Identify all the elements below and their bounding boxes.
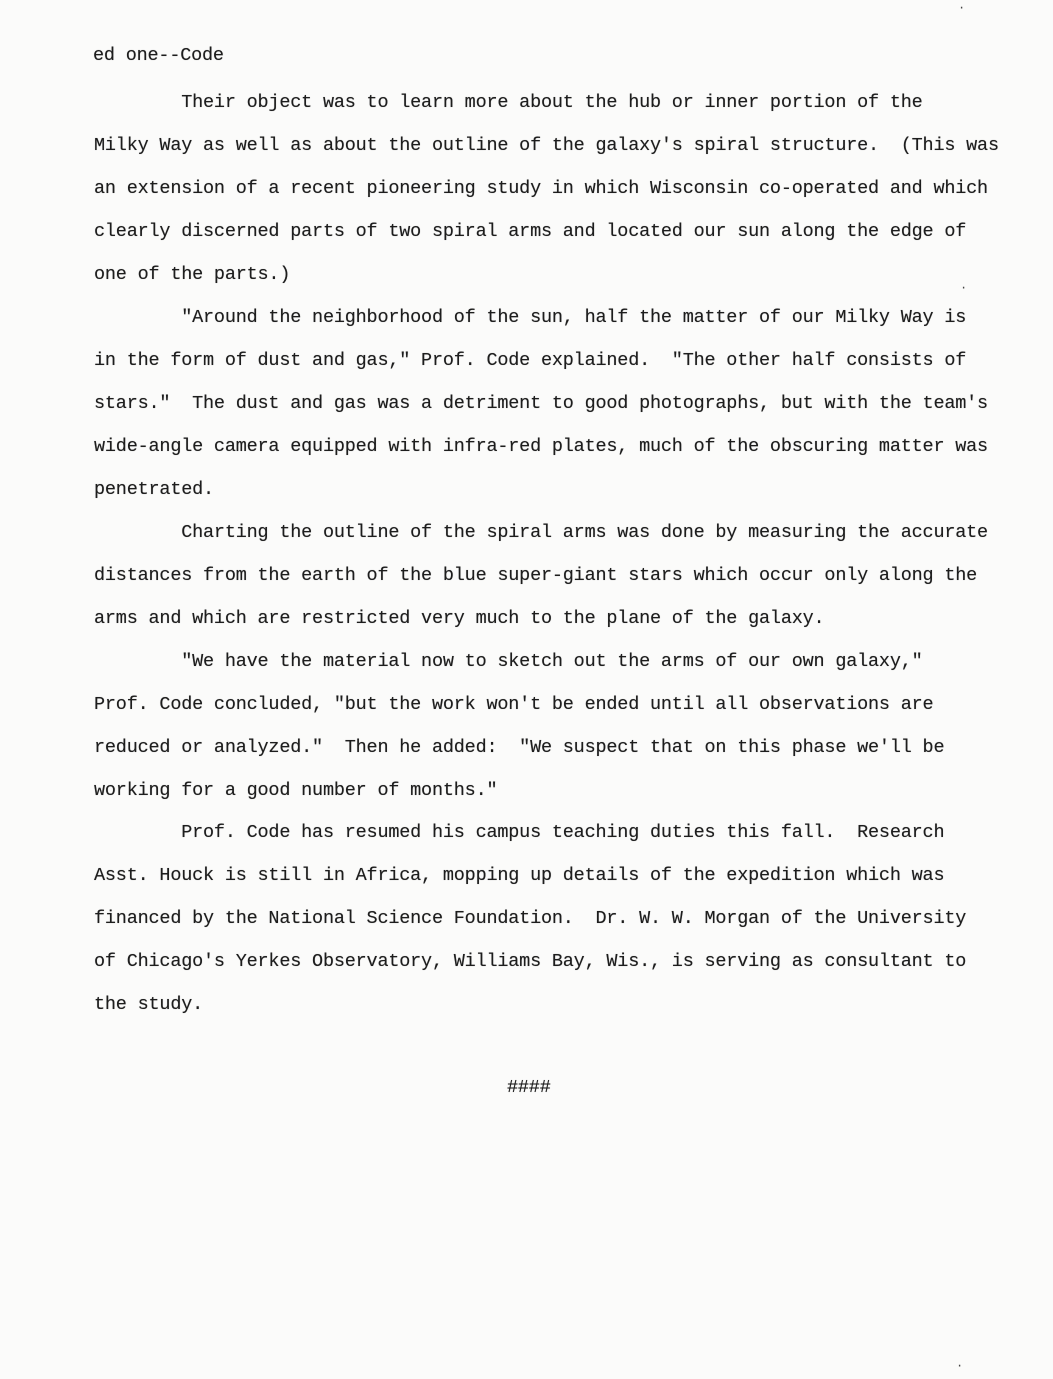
text-line: stars." The dust and gas was a detriment to good photographs, but with the team's [94,393,988,414]
page-header: ed one--Code [93,45,224,66]
paper-speck-icon: · [956,1359,964,1373]
text-line: penetrated. [94,479,214,500]
text-line: Asst. Houck is still in Africa, mopping up details of the expedition which was [94,865,945,886]
text-line: Their object was to learn more about the hub or inner portion of the [94,92,923,113]
text-line: reduced or analyzed." Then he added: "We suspect that on this phase we'll be [94,737,945,758]
text-line: clearly discerned parts of two spiral arms and located our sun along the edge of [94,221,967,242]
text-line: an extension of a recent pioneering study in which Wisconsin co-operated and which [94,178,988,199]
text-line: working for a good number of months." [94,780,498,801]
text-line: Prof. Code has resumed his campus teaching duties this fall. Research [94,822,945,843]
end-mark: #### [507,1077,551,1098]
text-line: the study. [94,994,204,1015]
text-line: financed by the National Science Foundation. Dr. W. W. Morgan of the University [94,908,967,929]
text-line: Prof. Code concluded, "but the work won't be ended until all observations are [94,694,934,715]
text-line: of Chicago's Yerkes Observatory, Williams Bay, Wis., is serving as consultant to [94,951,967,972]
text-line: "Around the neighborhood of the sun, half the matter of our Milky Way is [94,307,967,328]
text-line: Milky Way as well as about the outline of the galaxy's spiral structure. (This was [94,135,999,156]
text-line: arms and which are restricted very much to the plane of the galaxy. [94,608,825,629]
text-line: one of the parts.) [94,264,291,285]
text-line: "We have the material now to sketch out the arms of our own galaxy," [94,651,923,672]
text-line: distances from the earth of the blue super-giant stars which occur only along the [94,565,978,586]
text-line: Charting the outline of the spiral arms was done by measuring the accurate [94,522,988,543]
paper-speck-icon: · [958,1,966,15]
paper-speck-icon: · [960,281,968,295]
text-line: in the form of dust and gas," Prof. Code explained. "The other half consists of [94,350,967,371]
text-line: wide-angle camera equipped with infra-red plates, much of the obscuring matter was [94,436,988,457]
